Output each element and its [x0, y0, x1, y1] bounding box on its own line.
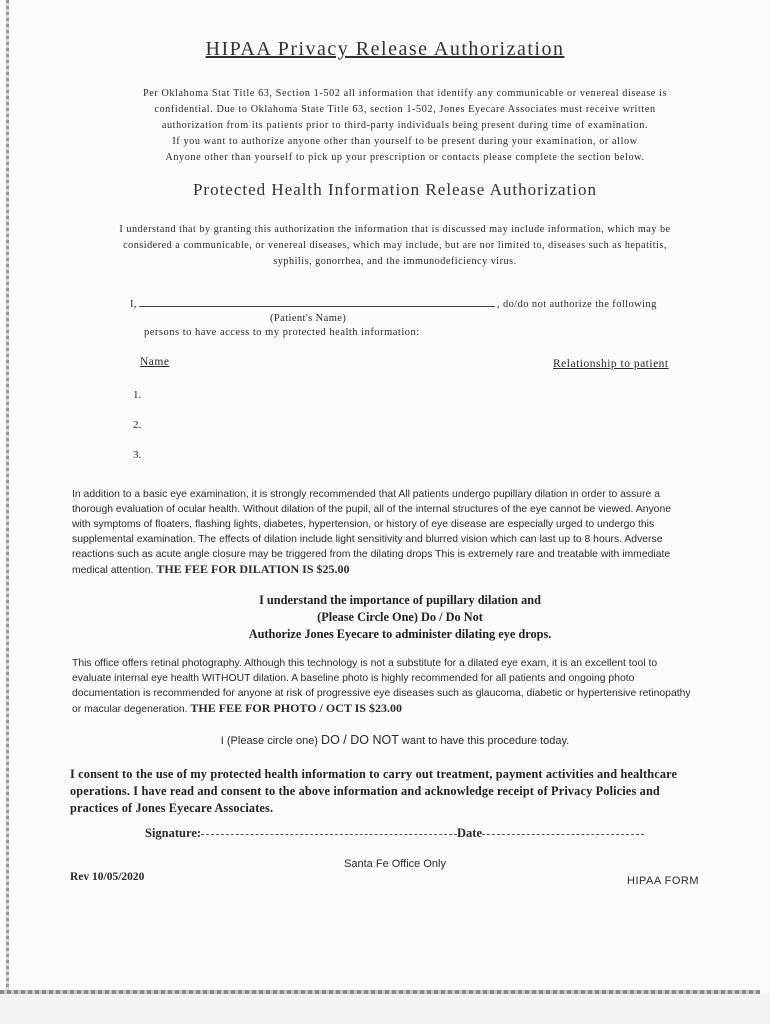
authorized-person-3[interactable]: 3. [133, 449, 142, 461]
photo-circle-options[interactable]: DO / DO NOT [321, 733, 399, 747]
patient-prefix: I, [130, 299, 137, 310]
consent-line: I consent to the use of my protected health information to carry out treatment, payment activities and healthcare [70, 767, 678, 781]
authorized-person-1[interactable]: 1. [133, 389, 142, 401]
photo-paragraph [72, 656, 717, 717]
dilation-line: In addition to a basic eye examination, it is strongly recommended that All patients undergo pupillary dilation in order to assure a [72, 489, 660, 500]
office-note: Santa Fe Office Only [344, 858, 446, 870]
section-title: Protected Health Information Release Authorization [192, 180, 598, 199]
consent-line: practices of Jones Eyecare Associates. [70, 801, 274, 815]
dilation-paragraph [72, 487, 717, 578]
photo-fee: THE FEE FOR PHOTO / OCT IS $23.00 [190, 701, 403, 715]
intro-line: authorization from its patients prior to third-party individuals being present during time of examination. [161, 120, 649, 131]
signature-row [145, 826, 644, 841]
patient-name-field[interactable] [139, 297, 495, 307]
signature-field[interactable] [201, 834, 457, 835]
persons-text: persons to have access to my protected health information: [144, 327, 420, 338]
dilation-circle-options[interactable]: (Please Circle One) Do / Do Not [317, 610, 483, 624]
understand-line: syphilis, gonorrhea, and the immunodeficiency virus. [273, 256, 517, 267]
signature-label: Signature: [145, 826, 202, 840]
dilation-line: with symptoms of floaters, flashing lights, diabetes, hypertension, or history of eye disease are especially urged to undergo this [72, 519, 655, 530]
patient-suffix: , do/do not authorize the following [496, 299, 657, 310]
understand-paragraph [80, 222, 710, 270]
intro-paragraph [105, 86, 705, 166]
authorized-person-2[interactable]: 2. [133, 419, 142, 431]
form-name: HIPAA FORM [627, 875, 700, 887]
dilation-line: supplemental examination. The effects of dilation include light sensitivity and blurred vision which can last up to 8 hours. Adverse [72, 534, 663, 545]
dilation-consent [0, 592, 770, 643]
dilation-line: thorough evaluation of ocular health. Without dilation of the pupil, all of the internal structures of the eye cannot be viewed. Anyone [72, 504, 671, 515]
revision-date: Rev 10/05/2020 [70, 871, 145, 883]
photo-line: evaluate internal eye health WITHOUT dilation. A baseline photo is highly recommended for all patients and ongoing photo [72, 673, 635, 684]
date-label: Date [457, 826, 483, 840]
dilation-fee: THE FEE FOR DILATION IS $25.00 [156, 562, 350, 576]
dilation-consent-line: I understand the importance of pupillary dilation and [259, 593, 541, 607]
scan-edge-left [6, 0, 9, 1000]
document-title: HIPAA Privacy Release Authorization [205, 38, 565, 60]
dilation-consent-line: Authorize Jones Eyecare to administer dilating eye drops. [248, 627, 552, 641]
understand-line: considered a communicable, or venereal diseases, which may include, but are nor limited to, diseases such as hepatitis, [123, 240, 667, 251]
photo-line-last: or macular degeneration. THE FEE FOR PHOTO / OCT IS $23.00 [72, 701, 403, 715]
patient-name-line [130, 297, 657, 310]
consent-paragraph [70, 766, 720, 817]
intro-line: Anyone other than yourself to pick up your prescription or contacts please complete the section below. [165, 152, 645, 163]
scan-margin [0, 994, 770, 1024]
dilation-line: reactions such as acute angle closure may be triggered from the dilating drops This is extremely rare and treatable with immediate [72, 549, 671, 560]
intro-line: If you want to authorize anyone other than yourself to be present during your examination, or allow [172, 136, 638, 147]
intro-line: Per Oklahoma Stat Title 63, Section 1-502 all information that identify any communicable or venereal disease is [142, 88, 668, 99]
photo-consent-line: I (Please circle one) DO / DO NOT want to have this procedure today. [220, 733, 570, 747]
patient-name-caption: (Patient's Name) [270, 313, 347, 324]
consent-line: operations. I have read and consent to the above information and acknowledge receipt of Privacy Policies and [70, 784, 660, 798]
dilation-line-last: medical attention. THE FEE FOR DILATION IS $25.00 [72, 562, 350, 576]
name-column-header: Name [140, 356, 170, 368]
photo-line: documentation is recommended for anyone at risk of progressive eye diseases such as glaucoma, diabetic or hypertensive retinopathy [72, 688, 691, 699]
understand-line: I understand that by granting this authorization the information that is discussed may include information, which may be [119, 224, 671, 235]
photo-line: This office offers retinal photography. Although this technology is not a substitute for a dilated eye exam, it is an excellent tool to [72, 658, 658, 669]
intro-line: confidential. Due to Oklahoma State Title 63, section 1-502, Jones Eyecare Associates must receive written [154, 104, 656, 115]
date-field[interactable] [482, 834, 644, 835]
relationship-column-header: Relationship to patient [553, 358, 669, 370]
